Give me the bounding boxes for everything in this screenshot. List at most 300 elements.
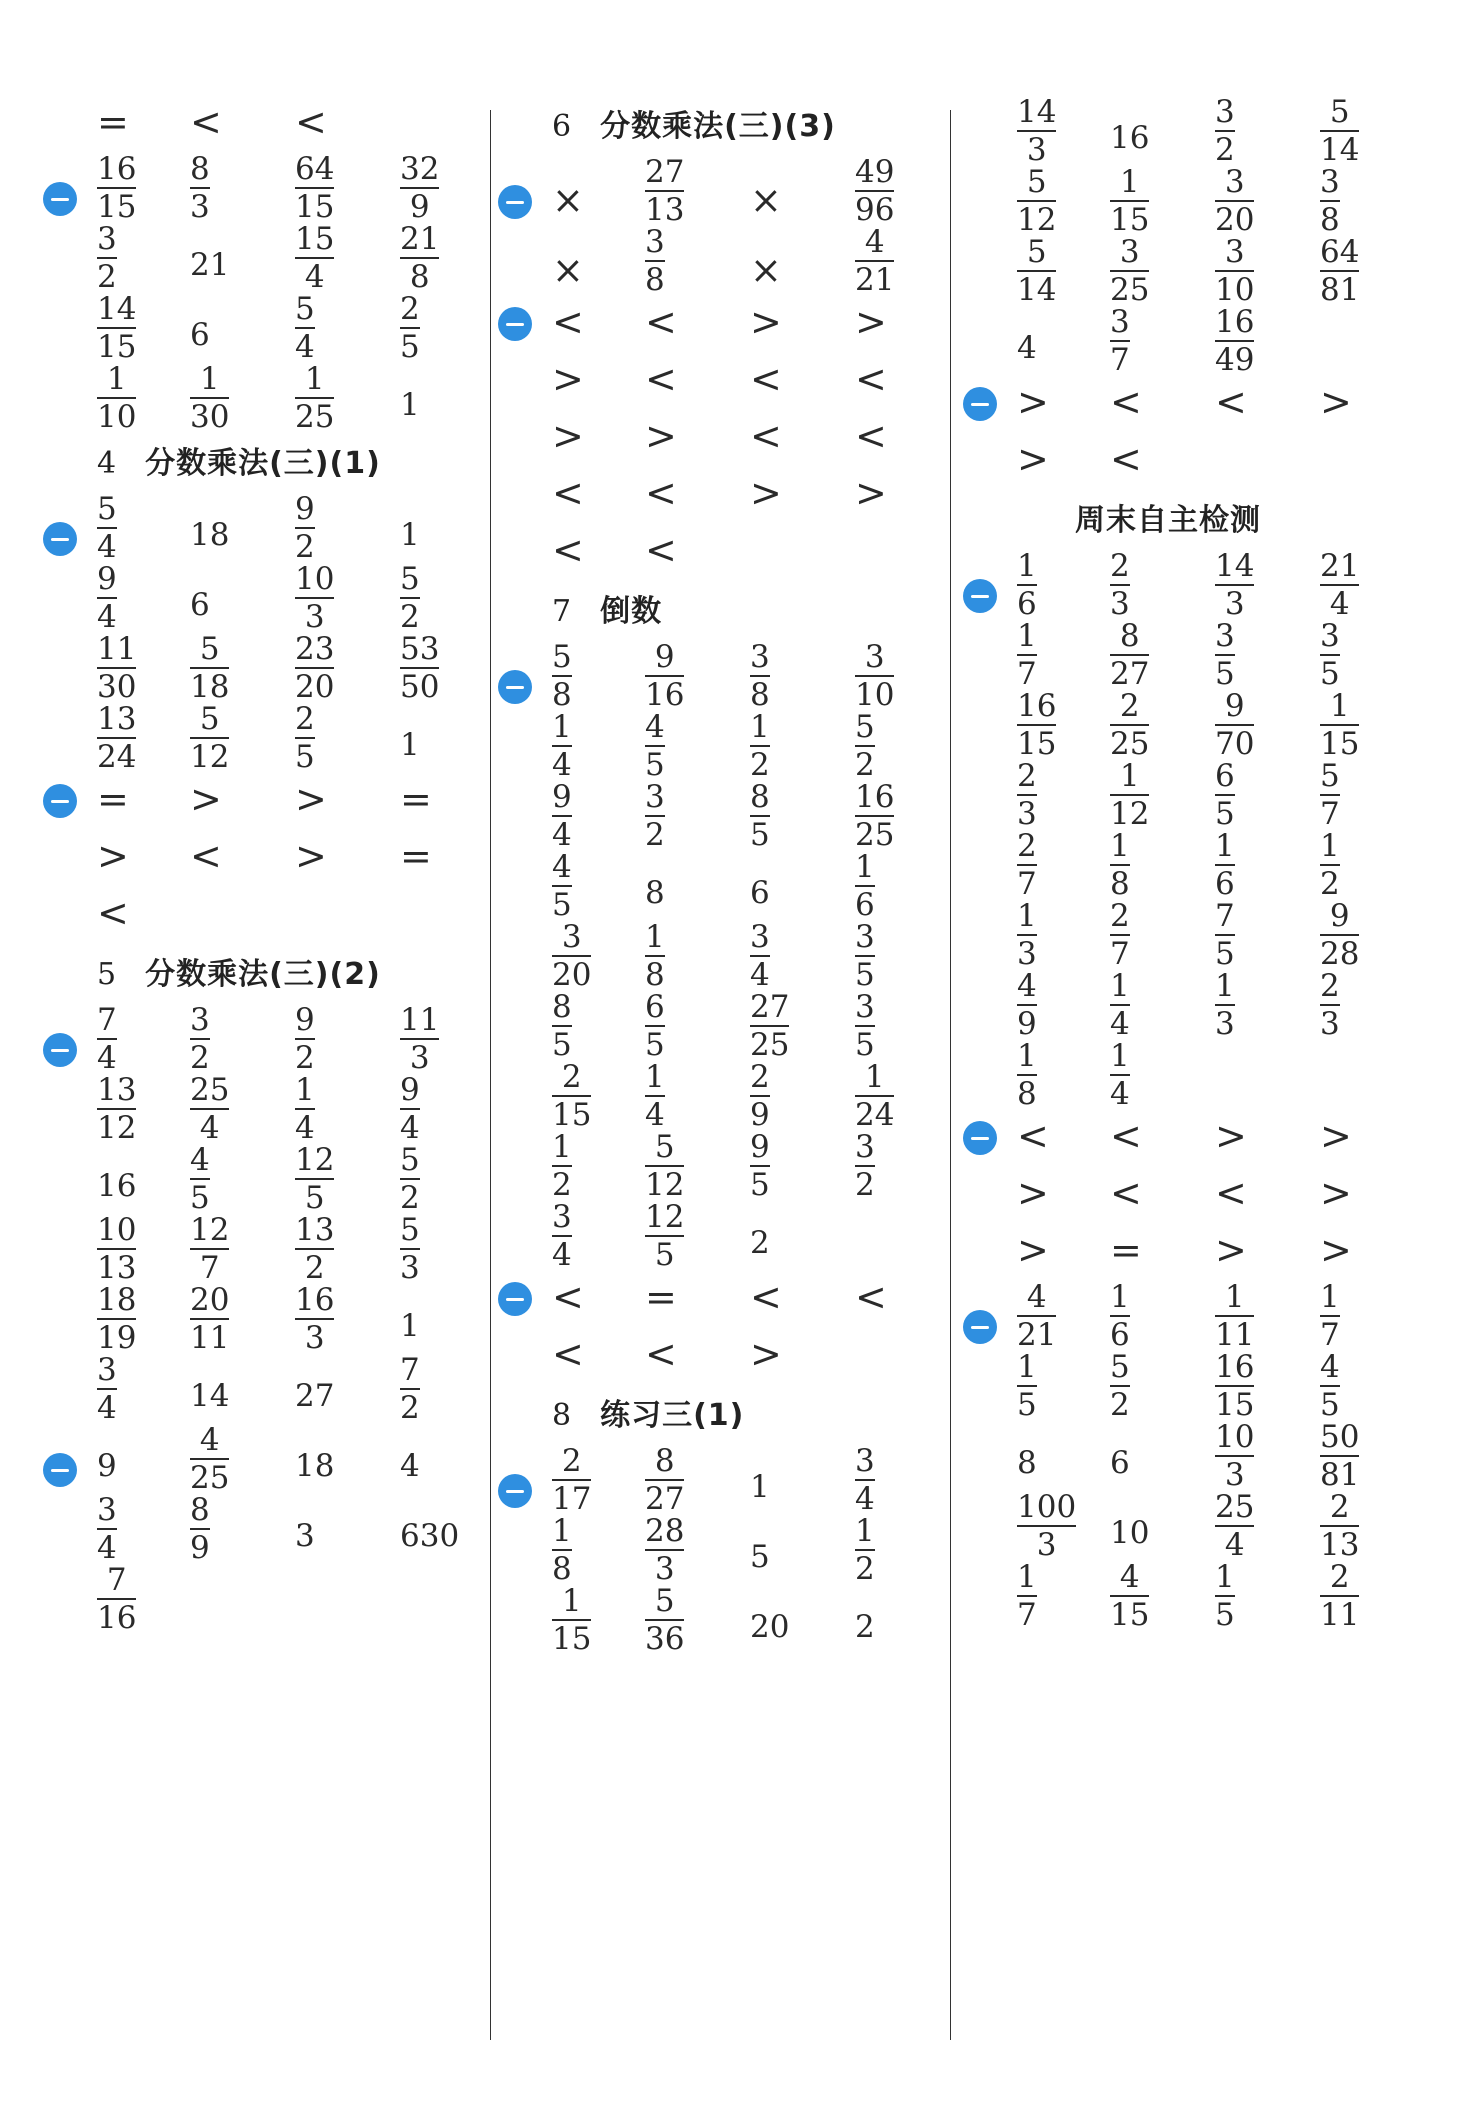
numerator: 16 [855,779,895,815]
answer-cell [97,890,129,935]
answer-cell [645,990,665,1062]
answer-cell [645,527,677,572]
answer-cell [1320,619,1340,691]
fraction [1017,689,1056,761]
denominator: 70 [1215,726,1255,762]
answer-number: 2 [750,1225,770,1261]
answer-cell [645,225,665,297]
answer-cell [1215,899,1235,971]
answer-cell [1017,330,1037,366]
answer-cell [190,776,222,821]
section-title: 周末自主检测 [1075,503,1261,538]
numerator: 12 [645,1199,685,1235]
numerator: 11 [400,1002,440,1038]
fraction [97,702,136,774]
comparison-symbol: < [645,356,677,401]
answer-cell [1017,549,1037,621]
denominator: 13 [1320,1527,1360,1563]
denominator: 2 [1110,1387,1130,1423]
comparison-symbol: = [400,776,432,821]
answer-cell [1215,95,1235,167]
numerator: 5 [1110,1349,1130,1385]
fraction [1110,1039,1130,1111]
answer-cell [645,710,665,782]
denominator: 81 [1320,1457,1360,1493]
answer-number: 9 [97,1448,117,1484]
fraction [295,292,315,364]
numerator: 2 [1329,1559,1350,1595]
denominator: 4 [750,957,770,993]
answer-cell [1215,1170,1247,1215]
answer-cell [1320,1113,1352,1158]
numerator: 5 [855,709,875,745]
numerator: 8 [190,151,210,187]
answer-cell [552,990,572,1062]
denominator: 25 [750,1027,790,1063]
numerator: 13 [97,701,137,737]
comparison-symbol: < [190,99,222,144]
numerator: 49 [855,154,895,190]
section-marker-icon [498,307,532,341]
answer-cell [750,1225,770,1261]
answer-cell [400,1003,439,1075]
answer-cell [1017,95,1056,167]
answer-cell [295,362,334,434]
answer-cell [295,702,315,774]
answer-cell [400,1518,459,1554]
denominator: 2 [400,599,420,635]
fraction [295,492,315,564]
fraction [1017,1560,1037,1632]
answer-cell [855,470,887,515]
numerator: 9 [1329,898,1350,934]
denominator: 14 [1320,132,1360,168]
section-heading [97,438,381,482]
fraction [750,640,770,712]
fraction [1215,899,1235,971]
answer-cell [855,225,894,297]
answer-number: 6 [750,875,770,911]
fraction [855,850,875,922]
denominator: 13 [97,1250,137,1286]
numerator: 1 [1224,1279,1245,1315]
comparison-symbol: > [1320,1227,1352,1272]
comparison-symbol: < [1110,1170,1142,1215]
comparison-symbol: > [295,776,327,821]
answer-cell [190,247,229,283]
answer-cell [1017,829,1037,901]
denominator: 15 [1110,1597,1150,1633]
answer-cell [1110,120,1149,156]
answer-number: 1 [750,1469,770,1505]
fraction [855,155,894,227]
denominator: 12 [1017,202,1057,238]
fraction [295,222,334,294]
answer-cell [750,1539,770,1575]
denominator: 20 [552,957,592,993]
numerator: 1 [1320,1279,1340,1315]
denominator: 4 [295,1110,315,1146]
answer-cell [855,780,894,852]
comparison-symbol: > [552,356,584,401]
fraction [645,1514,684,1586]
denominator: 3 [1224,586,1245,622]
numerator: 5 [295,291,315,327]
answer-cell [1215,759,1235,831]
fraction [1017,235,1056,307]
fraction [645,640,684,712]
denominator: 2 [295,1040,315,1076]
answer-cell [1110,549,1130,621]
denominator: 8 [1110,866,1130,902]
fraction [552,1514,572,1586]
answer-cell [750,920,770,992]
numerator: 3 [97,221,117,257]
denominator: 9 [750,1097,770,1133]
section-title: 分数乘法(三)(2) [145,957,381,992]
comparison-symbol: < [1110,379,1142,424]
fraction [1215,969,1235,1041]
answer-number: 1 [400,517,420,553]
answer-number: 8 [1017,1445,1037,1481]
denominator: 5 [400,329,420,365]
numerator: 1 [295,1072,315,1108]
comparison-symbol: > [1320,379,1352,424]
fraction [1110,619,1149,691]
fraction [1215,235,1254,307]
answer-cell [1017,1445,1037,1481]
denominator: 4 [199,1110,220,1146]
denominator: 7 [1110,936,1130,972]
numerator: 21 [400,221,440,257]
answer-cell [552,1444,591,1516]
answer-cell [400,517,420,553]
denominator: 6 [1110,1317,1130,1353]
comparison-symbol: > [1320,1170,1352,1215]
fraction [1017,1280,1056,1352]
answer-cell [855,1514,875,1586]
denominator: 3 [409,1040,430,1076]
answer-number: 6 [190,317,210,353]
section-title: 分数乘法(三)(1) [145,446,381,481]
fraction [295,702,315,774]
numerator: 25 [190,1072,230,1108]
answer-cell [645,920,665,992]
fraction [1215,305,1254,377]
denominator: 25 [295,399,335,435]
answer-row [510,523,930,580]
denominator: 5 [1320,656,1340,692]
denominator: 30 [190,399,230,435]
numerator: 3 [1215,94,1235,130]
denominator: 25 [1110,272,1150,308]
answer-cell [1215,1350,1254,1422]
section-number: 8 [552,1398,573,1433]
section-marker-icon [498,1474,532,1508]
denominator: 8 [645,957,665,993]
answer-cell [552,470,584,515]
denominator: 7 [1017,1597,1037,1633]
answer-cell [1017,1227,1049,1272]
answer-number: 4 [1017,330,1037,366]
fraction [1017,619,1037,691]
denominator: 3 [190,189,210,225]
comparison-symbol: > [750,299,782,344]
answer-row [510,352,930,409]
fraction [1215,1420,1254,1492]
fraction [1110,235,1149,307]
numerator: 7 [400,1352,420,1388]
numerator: 7 [106,1562,127,1598]
answer-cell [1320,899,1359,971]
numerator: 16 [295,1282,335,1318]
answer-cell [1320,235,1359,307]
numerator: 5 [654,1129,675,1165]
comparison-symbol: < [750,1274,782,1319]
denominator: 24 [97,739,137,775]
section-marker-icon [963,387,997,421]
numerator: 3 [750,919,770,955]
numerator: 3 [97,1492,117,1528]
answer-cell [190,99,222,144]
numerator: 2 [1017,758,1037,794]
comparison-symbol: × [750,178,782,222]
comparison-symbol: < [552,527,584,572]
numerator: 3 [1320,618,1340,654]
fraction [1110,689,1149,761]
comparison-symbol: < [190,833,222,878]
answer-number: 6 [190,587,210,623]
numerator: 20 [190,1282,230,1318]
fraction [1215,759,1235,831]
answer-row [510,1327,930,1384]
answer-cell [190,1423,229,1495]
numerator: 1 [1329,688,1350,724]
numerator: 13 [295,1212,335,1248]
fraction [1110,549,1130,621]
fraction [190,1493,210,1565]
numerator: 1 [1017,618,1037,654]
fraction [645,1060,665,1132]
numerator: 3 [561,919,582,955]
answer-cell [295,776,327,821]
answer-cell [295,562,334,634]
answer-cell [1017,1490,1076,1562]
answer-cell [190,1003,210,1075]
answer-cell [645,470,677,515]
numerator: 50 [1320,1419,1360,1455]
comparison-symbol: < [552,299,584,344]
answer-number: 14 [190,1378,230,1414]
answer-cell [750,470,782,515]
comparison-symbol: > [1017,1170,1049,1215]
denominator: 9 [409,189,430,225]
answer-cell [295,1073,315,1145]
fraction [1320,1560,1359,1632]
denominator: 5 [1215,796,1235,832]
fraction [1017,899,1037,971]
denominator: 19 [97,1320,137,1356]
answer-row [975,1166,1395,1223]
denominator: 5 [552,887,572,923]
numerator: 3 [855,919,875,955]
section-title: 分数乘法(三)(3) [600,109,836,144]
section-marker-icon [43,1453,77,1487]
denominator: 25 [1110,726,1150,762]
numerator: 12 [190,1212,230,1248]
numerator: 1 [1320,828,1340,864]
comparison-symbol: < [1215,1170,1247,1215]
answer-cell [1215,1280,1254,1352]
denominator: 3 [1320,1006,1340,1042]
denominator: 10 [855,677,895,713]
fraction [97,292,136,364]
denominator: 11 [1320,1597,1360,1633]
answer-cell [645,299,677,344]
numerator: 6 [1215,758,1235,794]
numerator: 4 [190,1142,210,1178]
denominator: 4 [1329,586,1350,622]
denominator: 3 [304,599,325,635]
denominator: 15 [552,1621,592,1657]
fraction [400,292,420,364]
denominator: 8 [645,262,665,298]
fraction [552,1200,572,1272]
answer-cell [1110,689,1149,761]
denominator: 4 [97,529,117,565]
section-marker-icon [43,182,77,216]
answer-cell [1017,165,1056,237]
fraction [1110,1280,1130,1352]
comparison-symbol: > [97,833,129,878]
numerator: 2 [561,1443,582,1479]
fraction [1110,829,1130,901]
fraction [190,1143,210,1215]
denominator: 18 [190,669,230,705]
denominator: 8 [552,1551,572,1587]
answer-cell [750,1609,789,1645]
numerator: 2 [1017,828,1037,864]
fraction [750,1060,770,1132]
fraction [1215,1350,1254,1422]
answer-cell [750,710,770,782]
section-number: 6 [552,109,573,144]
fraction [1320,1420,1359,1492]
numerator: 3 [855,1443,875,1479]
section-heading [552,586,662,630]
denominator: 3 [1224,1457,1245,1493]
denominator: 15 [1320,726,1360,762]
numerator: 25 [1215,1489,1255,1525]
numerator: 4 [1017,968,1037,1004]
fraction [1215,1490,1254,1562]
fraction [855,1130,875,1202]
fraction [552,1060,591,1132]
fraction [97,1213,136,1285]
fraction [400,1143,420,1215]
answer-cell [750,1060,770,1132]
answer-cell [1110,1039,1130,1111]
numerator: 7 [97,1002,117,1038]
answer-row [975,1560,1395,1654]
answer-cell [855,640,894,712]
fraction [1017,1039,1037,1111]
fraction [97,1073,136,1145]
answer-cell [1017,1039,1037,1111]
numerator: 100 [1017,1489,1077,1525]
answer-cell [1215,689,1254,761]
numerator: 14 [1017,94,1057,130]
denominator: 17 [552,1481,592,1517]
fraction [190,1073,229,1145]
denominator: 5 [190,1180,210,1216]
answer-cell [1110,619,1149,691]
denominator: 2 [97,259,117,295]
answer-cell [1215,235,1254,307]
column-divider-left [490,110,491,2040]
section-marker-icon [43,784,77,818]
answer-cell [645,875,665,911]
fraction [1215,549,1254,621]
fraction [855,710,875,782]
fraction [97,492,117,564]
answer-cell [1017,969,1037,1041]
answer-number: 16 [1110,120,1150,156]
denominator: 13 [645,192,685,228]
numerator: 5 [1329,94,1350,130]
comparison-symbol: × [750,248,782,292]
answer-row [975,1109,1395,1166]
fraction [645,1584,684,1656]
denominator: 8 [1017,1076,1037,1112]
answer-cell [552,1130,572,1202]
fraction [190,152,210,224]
answer-cell [645,1444,684,1516]
fraction [1320,549,1359,621]
numerator: 5 [552,639,572,675]
answer-row [975,375,1395,432]
numerator: 5 [400,561,420,597]
denominator: 15 [97,329,137,365]
section-marker-icon [43,1033,77,1067]
numerator: 1 [1017,1038,1037,1074]
numerator: 10 [97,1212,137,1248]
answer-cell [190,833,222,878]
answer-row [510,466,930,523]
answer-cell [1215,305,1254,377]
numerator: 1 [1215,828,1235,864]
answer-cell [97,1073,136,1145]
answer-cell [855,1444,875,1516]
answer-cell [750,1130,770,1202]
fraction [295,1213,334,1285]
numerator: 15 [295,221,335,257]
answer-cell [750,640,770,712]
answer-cell [97,99,129,144]
answer-row [975,1223,1395,1280]
answer-cell [1110,899,1130,971]
fraction [1320,235,1359,307]
answer-number: 20 [750,1609,790,1645]
fraction [855,1444,875,1516]
answer-cell [1320,1420,1359,1492]
section-marker-icon [963,579,997,613]
answer-cell [1215,829,1235,901]
answer-cell [295,1378,334,1414]
fraction [645,225,665,297]
numerator: 16 [1215,1349,1255,1385]
answer-cell [1110,235,1149,307]
